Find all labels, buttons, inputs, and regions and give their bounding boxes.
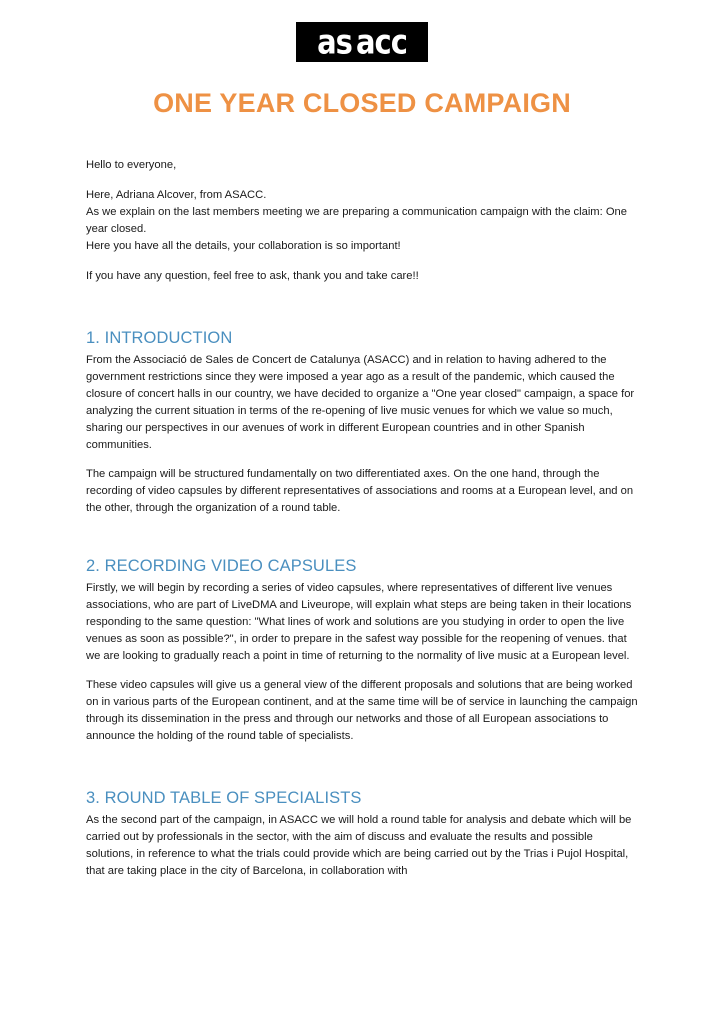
section-1-paragraph-1: From the Associació de Sales de Concert de Catalunya (ASACC) and in relation to having adhered to the government restrictions since they were imposed a year ago as a result of the pandemic, which caused the closure of concert halls in our country, we have decided to organize a "One year closed" campaign, a space for analyzing the current situation in terms of the re-opening of live music venues for which we value so much, sharing our perspectives in our avenues of work in different European countries and in other Spanish communities. [86, 354, 635, 452]
section-heading-2: 2. RECORDING VIDEO CAPSULES [86, 557, 357, 576]
intro-line-3: Here you have all the details, your collaboration is so important! [86, 240, 401, 253]
page-title: ONE YEAR CLOSED CAMPAIGN [153, 88, 571, 118]
logo-text-part1: as [317, 21, 352, 62]
section-2-paragraph-1: Firstly, we will begin by recording a series of video capsules, where representatives of different live venues associations, who are part of LiveDMA and Liveurope, will explain what steps are being taken in their locations responding to the same question: "What lines of work and solutions are you studying in order to open the live venues as soon as possible?", in order to prepare in the safest way possible for the reopening of venues. that we are looking to gradually reach a point in time of returning to the normality of live music at a European level. [86, 582, 632, 663]
section-2-paragraph-2: These video capsules will give us a general view of the different proposals and solutions that are being worked on in various parts of the European continent, and at the same time will be of service in launching the campaign through its dissemination in the press and through our networks and those of all European associations to announce the holding of the round table of specialists. [86, 679, 638, 743]
intro-greeting: Hello to everyone, [86, 159, 177, 171]
intro-spacer-2 [86, 255, 638, 268]
section-introduction [86, 329, 638, 517]
section-heading-3: 3. ROUND TABLE OF SPECIALISTS [86, 789, 362, 808]
intro-closing: If you have any question, feel free to ask, thank you and take care!! [86, 270, 419, 283]
intro-block [86, 157, 638, 285]
logo-text-part2: acc [355, 21, 407, 62]
logo-container [86, 0, 638, 62]
intro-line-1: Here, Adriana Alcover, from ASACC. [86, 189, 267, 202]
section-round-table-of-specialists [86, 789, 638, 880]
intro-line-2: As we explain on the last members meeting we are preparing a communication campaign with the claim: One year closed. [86, 206, 627, 236]
section-recording-video-capsules [86, 557, 638, 745]
section-3-paragraph-1: As the second part of the campaign, in ASACC we will hold a round table for analysis and debate which will be carried out by professionals in the sector, with the aim of discuss and evaluate the results and possible solutions, in reference to what the trials could provide which are being carried out by the Trias i Pujol Hospital, that are taking place in the city of Barcelona, in collaboration with [86, 814, 632, 878]
intro-spacer-1 [86, 174, 638, 187]
section-1-paragraph-2: The campaign will be structured fundamentally on two differentiated axes. On the one hand, through the recording of video capsules by different representatives of associations and rooms at a European level, and on the other, through the organization of a round table. [86, 468, 634, 515]
asacc-logo-icon [296, 22, 428, 62]
section-heading-1: 1. INTRODUCTION [86, 329, 233, 348]
